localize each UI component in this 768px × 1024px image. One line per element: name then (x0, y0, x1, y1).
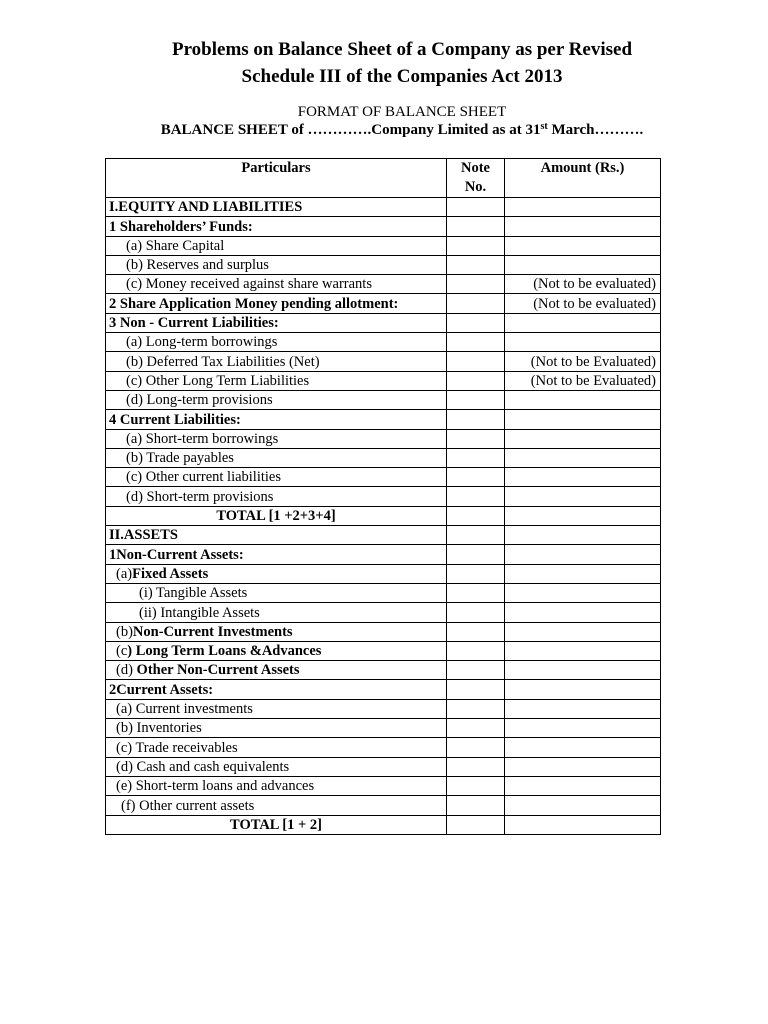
row-prefix: (a) (116, 565, 133, 582)
note-cell (447, 757, 505, 776)
amount-cell (505, 390, 661, 409)
amount-cell (505, 217, 661, 236)
table-row (106, 622, 661, 641)
table-row (106, 410, 661, 429)
table-row (106, 641, 661, 660)
row-label: (d) Cash and cash equivalents (106, 757, 447, 776)
table-header-row (106, 159, 661, 198)
amount-cell: (Not to be evaluated) (505, 294, 661, 313)
amount-cell (505, 603, 661, 622)
row-label: (b) Reserves and surplus (106, 255, 447, 274)
table-row (106, 333, 661, 352)
row-label: (c) Other Long Term Liabilities (106, 371, 447, 390)
note-cell (447, 603, 505, 622)
row-title: Other Non-Current Assets (136, 662, 300, 679)
row-label: 3 Non - Current Liabilities: (106, 313, 447, 332)
amount-cell (505, 719, 661, 738)
total-label: TOTAL [1 + 2] (106, 815, 447, 834)
amount-cell (505, 738, 661, 757)
row-label: (a) Long-term borrowings (106, 333, 447, 352)
table-row (106, 390, 661, 409)
amount-cell (505, 564, 661, 583)
table-row (106, 313, 661, 332)
row-label: 2Current Assets: (106, 680, 447, 699)
amount-cell (505, 198, 661, 217)
row-label: (f) Other current assets (106, 796, 447, 815)
amount-cell (505, 583, 661, 602)
table-row (106, 564, 661, 583)
table-row (106, 738, 661, 757)
row-label: (c) Money received against share warrants (106, 275, 447, 294)
amount-cell (505, 429, 661, 448)
row-label: 4 Current Liabilities: (106, 410, 447, 429)
amount-cell (505, 776, 661, 795)
amount-cell (505, 815, 661, 834)
amount-cell (505, 641, 661, 660)
amount-cell (505, 487, 661, 506)
amount-cell (505, 255, 661, 274)
table-row (106, 429, 661, 448)
table-row (106, 796, 661, 815)
table-row (106, 506, 661, 525)
amount-cell (505, 545, 661, 564)
note-cell (447, 236, 505, 255)
amount-cell (505, 757, 661, 776)
amount-cell (505, 468, 661, 487)
amount-cell (505, 410, 661, 429)
row-label: I.EQUITY AND LIABILITIES (106, 198, 447, 217)
row-label: (b) Deferred Tax Liabilities (Net) (106, 352, 447, 371)
row-label: (i) Tangible Assets (106, 583, 447, 602)
amount-cell (505, 448, 661, 467)
amount-cell (505, 313, 661, 332)
note-cell (447, 738, 505, 757)
note-cell (447, 622, 505, 641)
document-title (90, 36, 714, 90)
balance-sheet-suffix: March………. (547, 122, 644, 138)
table-row (106, 217, 661, 236)
balance-sheet-heading (90, 121, 714, 139)
amount-cell: (Not to be evaluated) (505, 275, 661, 294)
row-label: (a) Short-term borrowings (106, 429, 447, 448)
note-cell (447, 487, 505, 506)
column-header-amount: Amount (Rs.) (505, 159, 661, 198)
note-cell (447, 564, 505, 583)
row-prefix: (c (116, 643, 128, 660)
note-cell (447, 699, 505, 718)
row-label: 1Non-Current Assets: (106, 545, 447, 564)
row-label: (b) Trade payables (106, 448, 447, 467)
amount-cell (505, 622, 661, 641)
note-cell (447, 390, 505, 409)
table-row (106, 719, 661, 738)
note-cell (447, 815, 505, 834)
row-prefix: (d) (116, 662, 137, 679)
amount-cell (505, 236, 661, 255)
note-cell (447, 719, 505, 738)
row-title: Non-Current Investments (132, 623, 293, 640)
row-label: II.ASSETS (106, 526, 447, 545)
note-cell (447, 545, 505, 564)
note-cell (447, 313, 505, 332)
ordinal-suffix: st (540, 121, 548, 132)
table-row (106, 468, 661, 487)
note-cell (447, 429, 505, 448)
total-label: TOTAL [1 +2+3+4] (106, 506, 447, 525)
row-label: 2 Share Application Money pending allotment: (106, 294, 447, 313)
column-header-particulars: Particulars (106, 159, 447, 198)
amount-cell (505, 699, 661, 718)
table-row (106, 583, 661, 602)
table-row (106, 815, 661, 834)
table-row (106, 275, 661, 294)
note-cell (447, 255, 505, 274)
note-cell (447, 796, 505, 815)
table-row (106, 236, 661, 255)
note-cell (447, 583, 505, 602)
table-row (106, 757, 661, 776)
amount-cell (505, 333, 661, 352)
amount-cell (505, 526, 661, 545)
row-label: (c) Trade receivables (106, 738, 447, 757)
row-title: ) Long Term Loans &Advances (127, 643, 322, 660)
table-row (106, 448, 661, 467)
note-cell (447, 410, 505, 429)
amount-cell (505, 680, 661, 699)
row-label: (c) Other current liabilities (106, 468, 447, 487)
format-heading: FORMAT OF BALANCE SHEET (297, 104, 507, 120)
table-row (106, 198, 661, 217)
amount-cell (505, 796, 661, 815)
row-label: (b) Inventories (106, 719, 447, 738)
note-cell (447, 198, 505, 217)
title-line-2: Schedule III of the Companies Act 2013 (241, 66, 563, 87)
note-cell (447, 333, 505, 352)
row-prefix: (b) (116, 623, 133, 640)
row-label: (ii) Intangible Assets (106, 603, 447, 622)
note-cell (447, 371, 505, 390)
note-cell (447, 468, 505, 487)
title-line-1: Problems on Balance Sheet of a Company as per Revised (171, 39, 633, 60)
row-label: (d) Short-term provisions (106, 487, 447, 506)
note-cell (447, 352, 505, 371)
balance-sheet-prefix: BALANCE SHEET of ………….Company Limited as at 31 (160, 122, 541, 138)
note-cell (447, 661, 505, 680)
amount-cell (505, 661, 661, 680)
table-row (106, 526, 661, 545)
row-label: (a) Share Capital (106, 236, 447, 255)
row-label (106, 622, 447, 641)
note-cell (447, 294, 505, 313)
row-label (106, 641, 447, 660)
balance-sheet-table (105, 158, 661, 835)
note-cell (447, 526, 505, 545)
table-row (106, 487, 661, 506)
note-cell (447, 680, 505, 699)
row-title: Fixed Assets (132, 565, 209, 582)
row-label: (a) Current investments (106, 699, 447, 718)
note-cell (447, 641, 505, 660)
note-cell (447, 448, 505, 467)
table-row (106, 699, 661, 718)
amount-cell: (Not to be Evaluated) (505, 371, 661, 390)
table-row (106, 776, 661, 795)
row-label (106, 661, 447, 680)
table-row (106, 371, 661, 390)
table-row (106, 294, 661, 313)
note-cell (447, 506, 505, 525)
note-cell (447, 217, 505, 236)
row-label: 1 Shareholders’ Funds: (106, 217, 447, 236)
note-cell (447, 776, 505, 795)
table-row (106, 661, 661, 680)
row-label: (e) Short-term loans and advances (106, 776, 447, 795)
table-row (106, 603, 661, 622)
table-row (106, 255, 661, 274)
row-label: (d) Long-term provisions (106, 390, 447, 409)
table-row (106, 545, 661, 564)
amount-cell (505, 506, 661, 525)
table-row (106, 680, 661, 699)
note-cell (447, 275, 505, 294)
row-label (106, 564, 447, 583)
amount-cell: (Not to be Evaluated) (505, 352, 661, 371)
table-row (106, 352, 661, 371)
column-header-note-no: Note No. (447, 159, 505, 198)
